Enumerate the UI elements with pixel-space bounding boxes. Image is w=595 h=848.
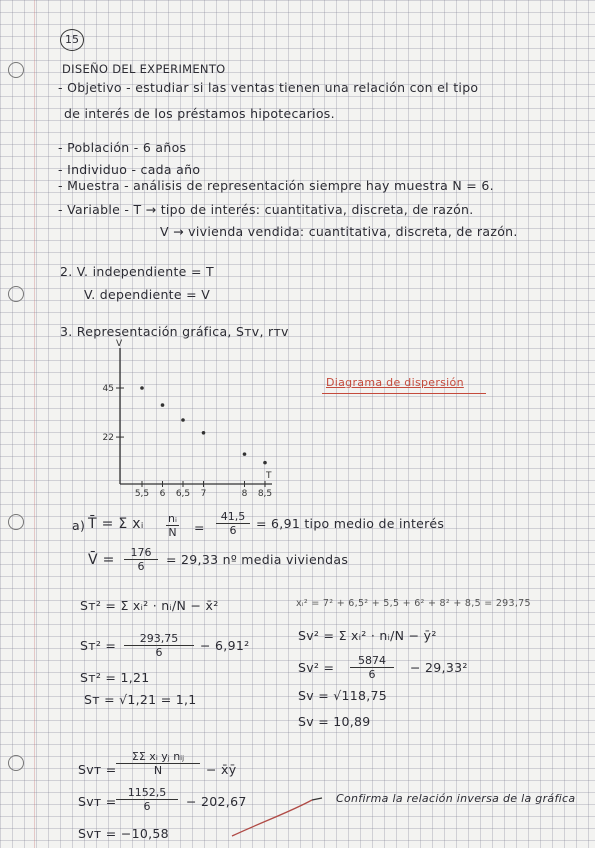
independiente-line: 2. V. independiente = T: [60, 264, 214, 279]
individuo-line: - Individuo - cada año: [58, 162, 201, 177]
y-tick-label: 45: [102, 384, 114, 394]
v-mean-num: 176: [124, 546, 158, 560]
st2-value: Sᴛ² = 1,21: [80, 670, 150, 685]
sv2-calc-rest: − 29,33²: [410, 660, 468, 675]
t-mean-value-num: 41,5: [216, 510, 250, 524]
t-mean-eq: =: [194, 520, 205, 535]
st-value: Sᴛ = √1,21 = 1,1: [84, 692, 197, 707]
variable-line-2: V → vivienda vendida: cuantitativa, discreta, de razón.: [160, 224, 518, 239]
svt-formula-num: ΣΣ xᵢ yⱼ nᵢⱼ: [116, 750, 200, 764]
x-tick-label: 6: [159, 489, 166, 499]
objetivo-line-2: de interés de los préstamos hipotecarios.: [64, 106, 335, 121]
st2-calc-den: 6: [155, 646, 163, 659]
xi2-sum: xᵢ² = 7² + 6,5² + 5,5 + 6² + 8² + 8,5 = 293,75: [296, 598, 531, 609]
t-mean-value-den: 6: [229, 524, 237, 537]
sv-value: Sᴠ = 10,89: [298, 714, 371, 729]
page-number: 15: [65, 33, 79, 46]
sv-sqrt: Sᴠ = √118,75: [298, 688, 388, 703]
y-tick-label: 22: [102, 433, 114, 444]
svt-calc-rest: − 202,67: [186, 794, 247, 809]
t-mean-result: = 6,91 tipo medio de interés: [256, 516, 445, 531]
t-mean-lhs: T̄ = Σ xᵢ: [88, 516, 144, 532]
part-a-label: a): [72, 518, 86, 533]
y-axis-label: V: [116, 339, 123, 349]
t-mean-weight-den: N: [168, 526, 177, 539]
sv2-calc-num: 5874: [350, 654, 394, 668]
svt-formula-lhs: Sᴠᴛ =: [78, 762, 117, 777]
heading: DISEÑO DEL EXPERIMENTO: [62, 62, 226, 76]
sv2-formula: Sᴠ² = Σ xᵢ² · nᵢ/N − ȳ²: [298, 628, 437, 643]
muestra-line: - Muestra - análisis de representación siempre hay muestra N = 6.: [58, 178, 494, 193]
svt-formula-den: N: [153, 764, 163, 777]
svt-calc-lhs: Sᴠᴛ =: [78, 794, 117, 809]
objetivo-line-1: - Objetivo - estudiar si las ventas tienen una relación con el tipo: [58, 80, 479, 95]
x-tick-label: 7: [200, 489, 207, 499]
x-tick-label: 5,5: [134, 489, 150, 499]
svt-value: Sᴠᴛ = −10,58: [78, 826, 169, 841]
representacion-line: 3. Representación gráfica, Sᴛᴠ, rᴛᴠ: [60, 324, 289, 339]
confirm-note: Confirma la relación inversa de la gráfica: [336, 792, 576, 805]
sv2-calc-den: 6: [368, 668, 376, 681]
v-mean-den: 6: [137, 560, 145, 573]
sv2-calc-lhs: Sᴠ² =: [298, 660, 335, 675]
t-mean-weight-num: nᵢ: [168, 512, 177, 525]
x-tick-label: 6,5: [175, 489, 191, 499]
v-mean-result: = 29,33 nº media viviendas: [166, 552, 349, 567]
svt-formula-rest: − x̄ȳ: [206, 762, 237, 777]
variable-line-1: - Variable - T → tipo de interés: cuantitativa, discreta, de razón.: [58, 202, 474, 217]
x-tick-label: 8,5: [257, 489, 273, 499]
st2-calc-num: 293,75: [124, 632, 194, 646]
diagram-label: Diagrama de dispersión: [326, 376, 464, 389]
x-tick-label: 8: [241, 489, 248, 499]
st2-calc-rest: − 6,91²: [200, 638, 250, 653]
dependiente-line: V. dependiente = V: [84, 287, 211, 302]
poblacion-line: - Población - 6 años: [58, 140, 187, 155]
v-mean-lhs: V̄ =: [88, 552, 115, 568]
svt-calc-num: 1152,5: [116, 786, 178, 800]
st2-formula: Sᴛ² = Σ xᵢ² · nᵢ/N − x̄²: [80, 598, 219, 613]
svt-calc-den: 6: [143, 800, 151, 813]
st2-calc-lhs: Sᴛ² =: [80, 638, 117, 653]
x-axis-label: T: [266, 471, 272, 481]
